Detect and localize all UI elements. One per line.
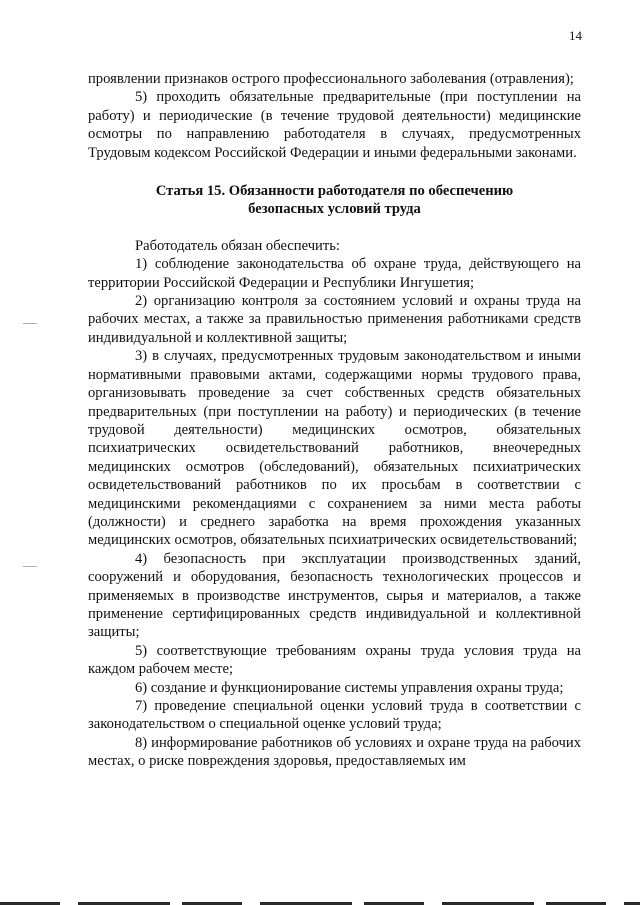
continuation-item-5: 5) проходить обязательные предварительные (при поступлении на работу) и периодические (в течение трудовой деятельности) медицинские осмотры по направлению работодателя в случаях, предусмотренных Трудовым кодексом Российской Федерации и иными федеральными законами.: [88, 89, 581, 161]
article-heading: [88, 182, 581, 219]
article-item-6: 6) создание и функционирование системы управления охраны труда;: [135, 679, 564, 696]
article-item-5: 5) соответствующие требованиям охраны труда условия труда на каждом рабочем месте;: [88, 642, 581, 678]
article-item-2: 2) организацию контроля за состоянием условий и охраны труда на рабочих местах, а также за правильностью применения работниками средств индивидуальной и коллективной защиты;: [88, 293, 581, 346]
document-body: [88, 70, 581, 771]
article-item-7: 7) проведение специальной оценки условий труда в соответствии с законодательством о специальной оценке условий труда;: [88, 698, 581, 733]
article-item-3: 3) в случаях, предусмотренных трудовым законодательством и иными нормативными правовыми актами, содержащими нормы трудового права, организовывать проведение за счет собственных средств обязательных предварительных (при поступлении на работу) и периодических (в течение трудовой деятельности) медицинских осмотров, обязательных психиатрических освидетельствований работников, внеочередных медицинских осмотров (обследований), обязательных психиатрических освидетельствований работников по их просьбам в соответствии с медицинскими рекомендациями с сохранением за ними места работы (должности) и среднего заработка на время прохождения указанных медицинских осмотров, обязательных психиатрических освидетельствований;: [88, 348, 581, 549]
article-item-1: 1) соблюдение законодательства об охране труда, действующего на территории Российской Федерации и Республики Ингушетия;: [88, 256, 581, 291]
article-item-4: 4) безопасность при эксплуатации производственных зданий, сооружений и оборудования, безопасность технологических процессов и применяемых в производстве инструментов, сырья и материалов, а также применение сертифицированных средств индивидуальной и коллективной защиты;: [88, 550, 581, 641]
continuation-paragraph: проявлении признаков острого профессионального заболевания (отравления);: [88, 71, 574, 87]
margin-mark: [23, 566, 37, 567]
article-title-line-2: безопасных условий труда: [248, 201, 421, 218]
margin-mark: [23, 323, 37, 324]
article-item-8: 8) информирование работников об условиях и охране труда на рабочих местах, о риске повреждения здоровья, предоставляемых им: [88, 734, 581, 770]
article-intro: Работодатель обязан обеспечить:: [135, 237, 340, 254]
page-number: 14: [569, 28, 582, 43]
article-title-line-1: Статья 15. Обязанности работодателя по обеспечению: [155, 183, 514, 200]
